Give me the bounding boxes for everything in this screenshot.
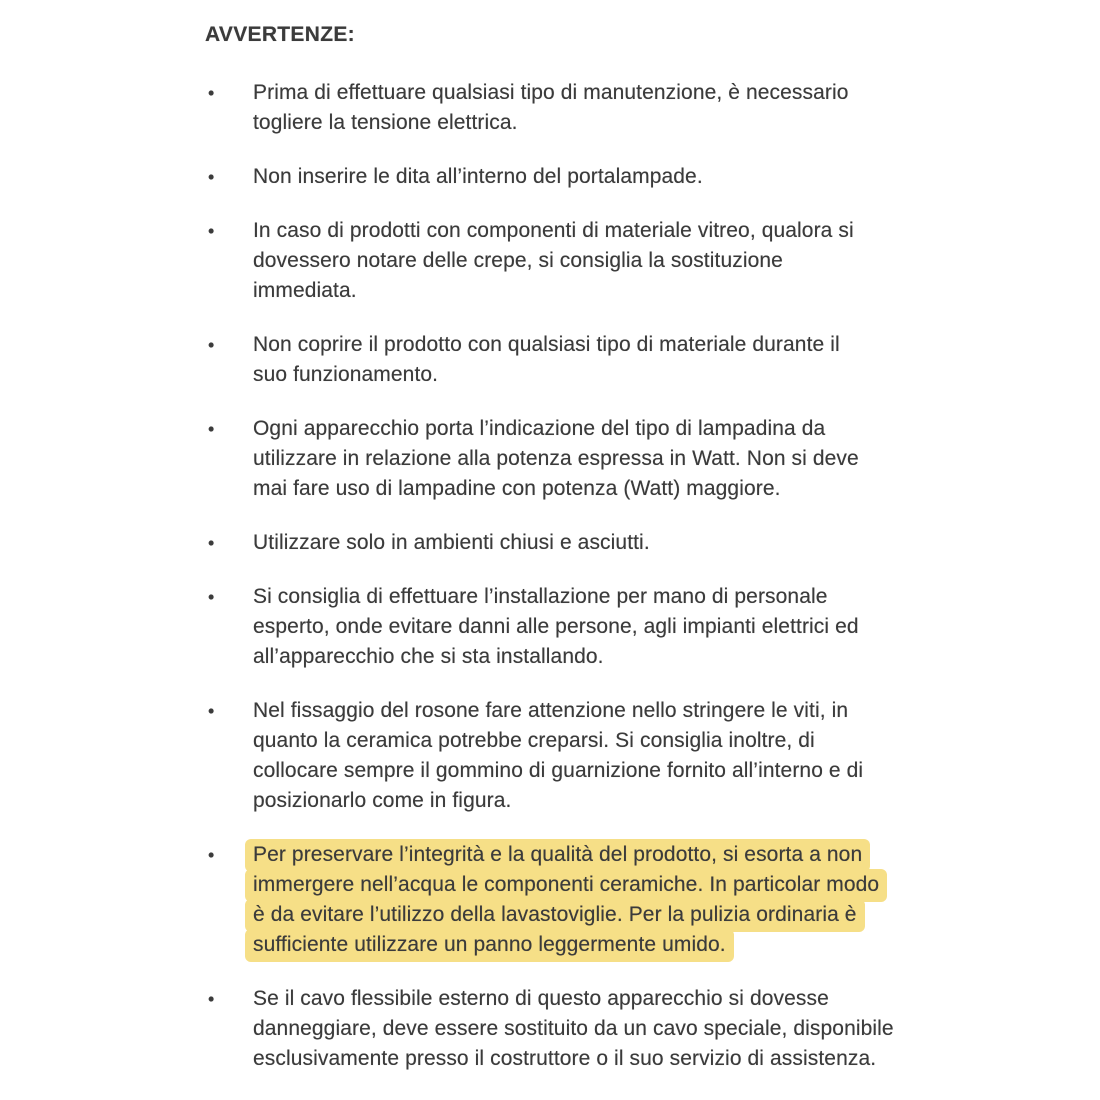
bullet-icon: • — [208, 989, 215, 1009]
warning-text — [253, 216, 905, 306]
warning-item — [205, 78, 905, 138]
bullet-icon: • — [208, 845, 215, 865]
text-line: esperto, onde evitare danni alle persone, agli impianti elettrici ed — [253, 615, 859, 638]
text-line: Non inserire le dita all’interno del portalampade. — [253, 165, 703, 188]
warnings-list — [205, 78, 905, 1074]
bullet-icon: • — [208, 83, 215, 103]
warning-text — [253, 528, 905, 558]
highlight-mark: è da evitare l’utilizzo della lavastoviglie. Per la pulizia ordinaria è — [245, 899, 865, 932]
text-line: togliere la tensione elettrica. — [253, 111, 518, 134]
text-line — [253, 930, 905, 960]
bullet-icon: • — [208, 701, 215, 721]
warning-item — [205, 216, 905, 306]
text-line: all’apparecchio che si sta installando. — [253, 645, 604, 668]
warning-item — [205, 528, 905, 558]
text-line: Nel fissaggio del rosone fare attenzione nello stringere le viti, in — [253, 699, 849, 722]
bullet-icon: • — [208, 335, 215, 355]
text-line: immediata. — [253, 279, 357, 302]
text-line: Prima di effettuare qualsiasi tipo di manutenzione, è necessario — [253, 81, 849, 104]
text-line: Si consiglia di effettuare l’installazione per mano di personale — [253, 585, 828, 608]
text-line: Se il cavo flessibile esterno di questo apparecchio si dovesse — [253, 987, 829, 1010]
text-line: utilizzare in relazione alla potenza espressa in Watt. Non si deve — [253, 447, 859, 470]
warning-text — [253, 330, 905, 390]
warning-item — [205, 414, 905, 504]
warning-item — [205, 984, 905, 1074]
text-line — [253, 840, 905, 870]
text-line: In caso di prodotti con componenti di materiale vitreo, qualora si — [253, 219, 854, 242]
bullet-icon: • — [208, 419, 215, 439]
warning-item — [205, 840, 905, 960]
warning-text — [253, 414, 905, 504]
text-line: esclusivamente presso il costruttore o il suo servizio di assistenza. — [253, 1047, 877, 1070]
warning-item — [205, 582, 905, 672]
text-line: collocare sempre il gommino di guarnizione fornito all’interno e di — [253, 759, 864, 782]
text-line: danneggiare, deve essere sostituito da un cavo speciale, disponibile — [253, 1017, 894, 1040]
page-title: AVVERTENZE: — [205, 23, 355, 46]
warning-text — [253, 162, 905, 192]
warning-item — [205, 162, 905, 192]
text-line: mai fare uso di lampadine con potenza (Watt) maggiore. — [253, 477, 781, 500]
warning-text — [253, 78, 905, 138]
text-line: Ogni apparecchio porta l’indicazione del tipo di lampadina da — [253, 417, 826, 440]
warning-item — [205, 330, 905, 390]
warning-item — [205, 696, 905, 816]
warning-text — [253, 582, 905, 672]
bullet-icon: • — [208, 533, 215, 553]
text-line — [253, 900, 905, 930]
highlight-mark: Per preservare l’integrità e la qualità del prodotto, si esorta a non — [245, 839, 870, 872]
text-line: dovessero notare delle crepe, si consiglia la sostituzione — [253, 249, 783, 272]
highlight-mark: sufficiente utilizzare un panno leggermente umido. — [245, 929, 734, 962]
highlight-mark: immergere nell’acqua le componenti ceramiche. In particolar modo — [245, 869, 887, 902]
text-line: posizionarlo come in figura. — [253, 789, 512, 812]
bullet-icon: • — [208, 167, 215, 187]
text-line: quanto la ceramica potrebbe creparsi. Si consiglia inoltre, di — [253, 729, 815, 752]
warning-text — [253, 696, 905, 816]
text-line: suo funzionamento. — [253, 363, 439, 386]
warning-text — [253, 984, 905, 1074]
warning-text-highlighted — [253, 840, 905, 960]
text-line: Utilizzare solo in ambienti chiusi e asciutti. — [253, 531, 650, 554]
bullet-icon: • — [208, 587, 215, 607]
text-line: Non coprire il prodotto con qualsiasi tipo di materiale durante il — [253, 333, 840, 356]
text-line — [253, 870, 905, 900]
bullet-icon: • — [208, 221, 215, 241]
